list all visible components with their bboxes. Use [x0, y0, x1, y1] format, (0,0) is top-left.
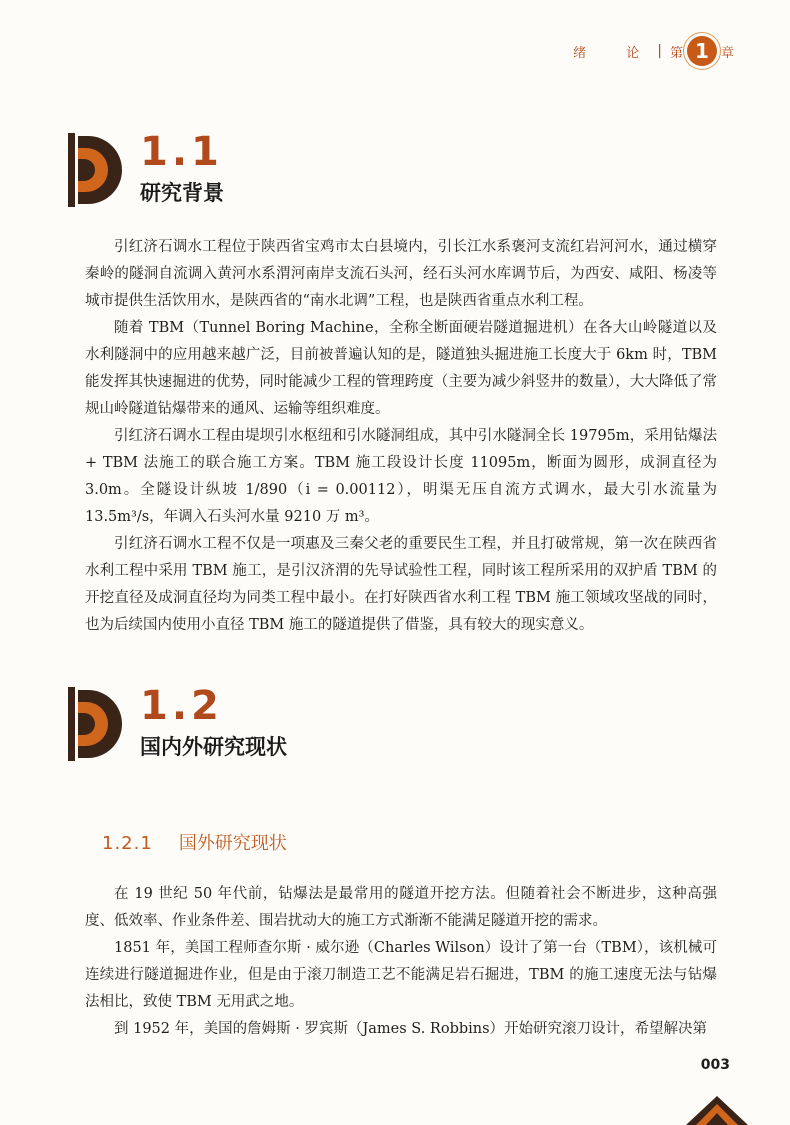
section-bracket-icon [68, 687, 126, 761]
subsection-number: 1.2.1 [102, 833, 153, 854]
chapter-intro-label: 绪 论 [573, 45, 658, 61]
page-number: 003 [700, 1057, 730, 1073]
subsection-heading [102, 829, 287, 855]
subsection-title: 国外研究现状 [178, 833, 287, 854]
corner-triangle-icon [686, 1096, 748, 1125]
chapter-prefix: 第 [669, 45, 683, 61]
chapter-suffix: 章 [720, 45, 734, 61]
paragraph: 在 19 世纪 50 年代前，钻爆法是最常用的隧道开挖方法。但随着社会不断进步，这种高强度、低效率、作业条件差、围岩扰动大的施工方式渐渐不能满足隧道开挖的需求。 [85, 886, 717, 929]
paragraph: 到 1952 年，美国的詹姆斯 · 罗宾斯（James S. Robbins）开始研究滚刀设计，希望解决第 [114, 1021, 708, 1037]
section-number: 1.1 [140, 129, 223, 175]
paragraph: 随着 TBM（Tunnel Boring Machine，全称全断面硬岩隧道掘进机）在各大山岭隧道以及水利隧洞中的应用越来越广泛，目前被普遍认知的是，隧道独头掘进施工长度大于 6km 时，TBM 能发挥其快速掘进的优势，同时能减少工程的管理跨度（主要为减少斜竖井的数量），大大降低了常规山岭隧道钻爆带来的通风、运输等组织难度。 [85, 320, 717, 417]
paragraph: 1851 年，美国工程师查尔斯 · 威尔逊（Charles Wilson）设计了第一台（TBM），该机械可连续进行隧道掘进作业，但是由于滚刀制造工艺不能满足岩石掘进，TBM 的施工速度无法与钻爆法相比，致使 TBM 无用武之地。 [85, 940, 717, 1010]
section-bracket-icon [68, 133, 126, 207]
section-number: 1.2 [140, 683, 223, 729]
paragraph: 引红济石调水工程由堤坝引水枢纽和引水隧洞组成，其中引水隧洞全长 19795m，采用钻爆法 + TBM 法施工的联合施工方案。TBM 施工段设计长度 11095m，断面为圆形，成洞直径为 3.0m。全隧设计纵坡 1/890（i = 0.00112），明渠无压自流方式调水，最大引水流量为 13.5m³/s，年调入石头河水量 9210 万 m³。 [85, 428, 717, 525]
running-header [573, 36, 734, 66]
section-title: 研究背景 [140, 181, 224, 205]
section-title: 国内外研究现状 [140, 735, 287, 759]
paragraph: 引红济石调水工程位于陕西省宝鸡市太白县境内，引长江水系褒河支流红岩河河水，通过横穿秦岭的隧洞自流调入黄河水系渭河南岸支流石头河，经石头河水库调节后，为西安、咸阳、杨凌等城市提供生活饮用水，是陕西省的“南水北调”工程，也是陕西省重点水利工程。 [85, 239, 717, 309]
header-divider: | [657, 43, 662, 59]
paragraph: 引红济石调水工程不仅是一项惠及三秦父老的重要民生工程，并且打破常规，第一次在陕西省水利工程中采用 TBM 施工，是引汉济渭的先导试验性工程，同时该工程所采用的双护盾 TBM 的开挖直径及成洞直径均为同类工程中最小。在打好陕西省水利工程 TBM 施工领域攻坚战的同时，也为后续国内使用小直径 TBM 施工的隧道提供了借鉴，具有较大的现实意义。 [85, 536, 717, 633]
chapter-number-badge: 1 [687, 36, 717, 66]
